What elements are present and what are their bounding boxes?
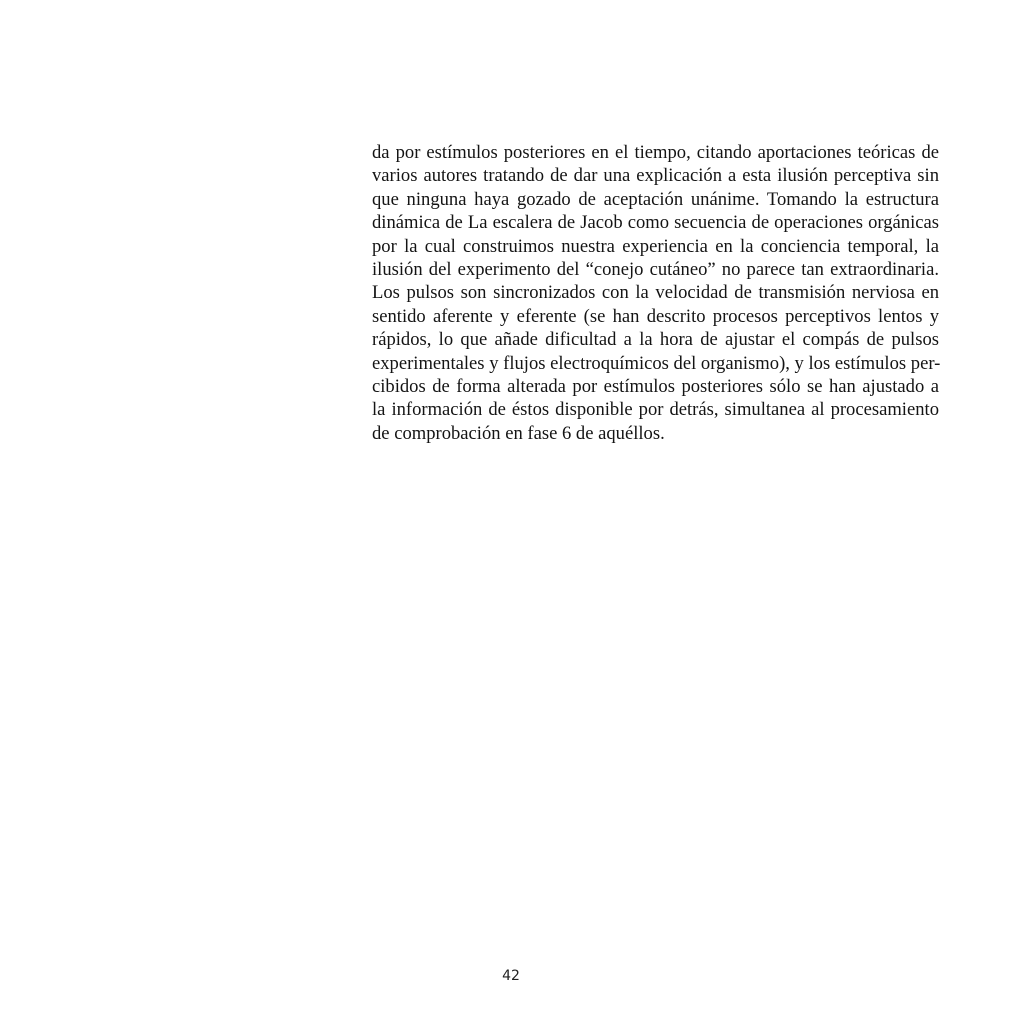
paragraph-line: varios autores tratando de dar una explicación a esta ilusión perceptiva sin <box>372 165 939 187</box>
page-number: 42 <box>502 968 520 984</box>
body-paragraph <box>372 141 939 445</box>
paragraph-line: que ninguna haya gozado de aceptación unánime. Tomando la estructura <box>372 188 939 210</box>
paragraph-line: da por estímulos posteriores en el tiempo, citando aportaciones teóricas de <box>372 142 939 163</box>
paragraph-line: cibidos de forma alterada por estímulos posteriores sólo se han ajustado a <box>372 376 939 398</box>
paragraph-line: sentido aferente y eferente (se han descrito procesos perceptivos lentos y <box>372 305 939 327</box>
paragraph-line: experimentales y flujos electroquímicos del organismo), y los estímulos per- <box>372 352 941 374</box>
paragraph-line: Los pulsos son sincronizados con la velocidad de transmisión nerviosa en <box>372 282 939 304</box>
paragraph-line: la información de éstos disponible por detrás, simultanea al procesamiento <box>372 399 939 421</box>
paragraph-line: por la cual construimos nuestra experiencia en la conciencia temporal, la <box>372 235 939 257</box>
paragraph-line: dinámica de La escalera de Jacob como secuencia de operaciones orgánicas <box>372 212 939 234</box>
paragraph-line: rápidos, lo que añade dificultad a la hora de ajustar el compás de pulsos <box>372 329 939 351</box>
paragraph-line: ilusión del experimento del “conejo cutáneo” no parece tan extraordinaria. <box>372 259 939 281</box>
paragraph-line: de comprobación en fase 6 de aquéllos. <box>372 422 665 444</box>
